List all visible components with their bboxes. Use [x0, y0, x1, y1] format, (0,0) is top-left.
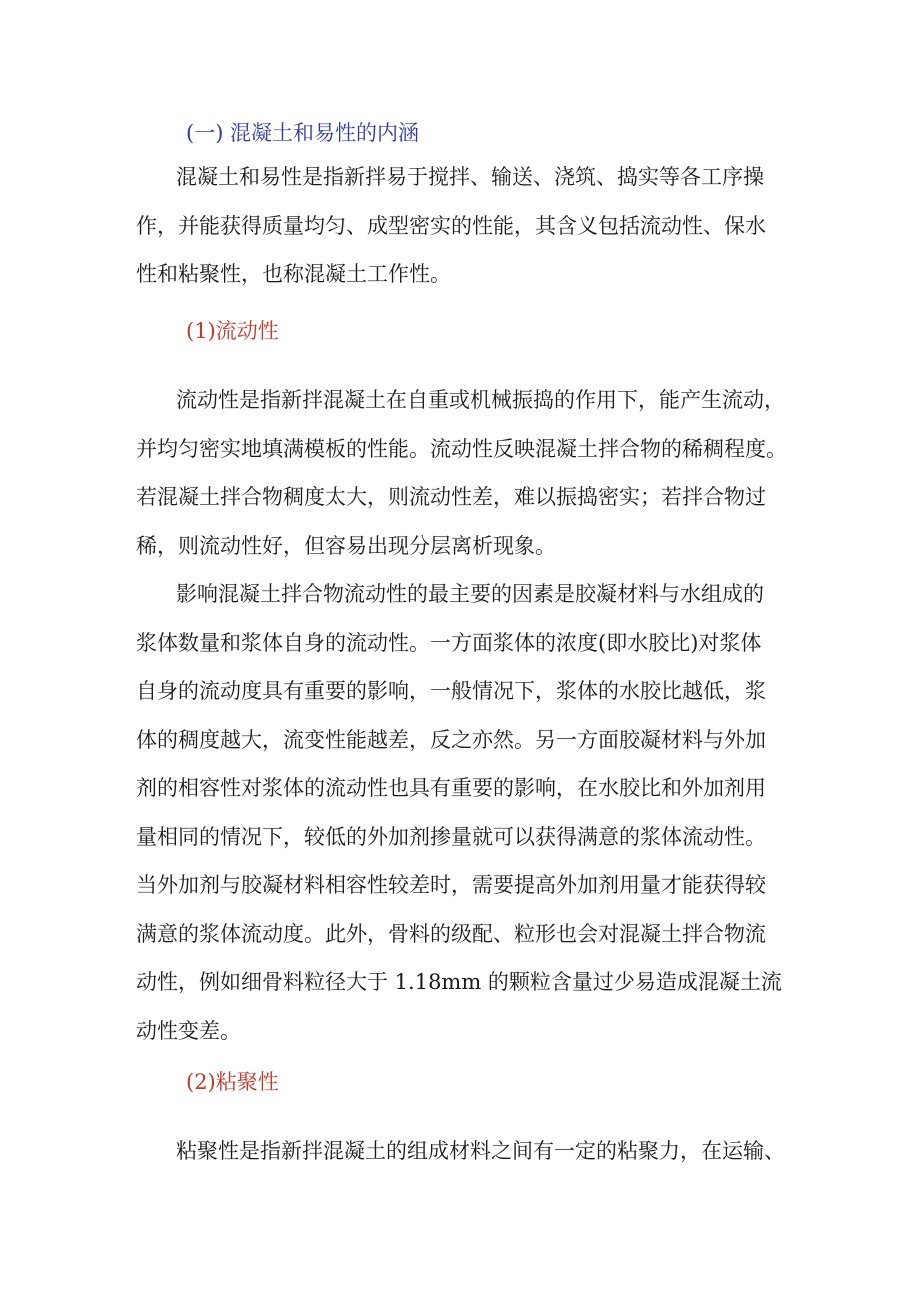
paragraph-line: 混凝土和易性是指新拌易于搅拌、输送、浇筑、捣实等各工序操: [176, 165, 764, 189]
paragraph-line: 并均匀密实地填满模板的性能。流动性反映混凝土拌合物的稀稠程度。: [136, 436, 787, 461]
section-heading: (一) 混凝土和易性的内涵: [186, 121, 420, 145]
paragraph-line: 体的稠度越大，流变性能越差，反之亦然。另一方面胶凝材料与外加: [136, 727, 766, 752]
paragraph-line: 作，并能获得质量均匀、成型密实的性能，其含义包括流动性、保水: [136, 213, 766, 238]
paragraph-line: 流动性是指新拌混凝土在自重或机械振捣的作用下，能产生流动，: [176, 388, 785, 412]
paragraph-line: 量相同的情况下，较低的外加剂掺量就可以获得满意的浆体流动性。: [136, 824, 766, 849]
paragraph-line: 动性，例如细骨料粒径大于 1.18mm 的颗粒含量过少易造成混凝土流: [136, 970, 782, 994]
paragraph-line: 当外加剂与胶凝材料相容性较差时，需要提高外加剂用量才能获得较: [136, 873, 766, 897]
paragraph-line: 满意的浆体流动度。此外，骨料的级配、粒形也会对混凝土拌合物流: [136, 921, 766, 946]
fluidity-paragraph-1: [136, 376, 796, 570]
subsection-heading-cohesion: (2)粘聚性: [186, 1070, 279, 1094]
intro-paragraph: [136, 153, 796, 299]
cohesion-paragraph: [136, 1127, 796, 1176]
paragraph-line: 浆体数量和浆体自身的流动性。一方面浆体的浓度(即水胶比)对浆体: [136, 630, 762, 655]
fluidity-paragraph-2: [136, 570, 796, 1055]
paragraph-line: 自身的流动度具有重要的影响，一般情况下，浆体的水胶比越低，浆: [136, 679, 766, 703]
paragraph-line: 影响混凝土拌合物流动性的最主要的因素是胶凝材料与水组成的: [176, 582, 764, 606]
subsection-heading-fluidity: (1)流动性: [186, 319, 279, 343]
paragraph-line: 稀，则流动性好，但容易出现分层离析现象。: [136, 533, 556, 558]
paragraph-line: 若混凝土拌合物稠度太大，则流动性差，难以振捣密实；若拌合物过: [136, 485, 766, 509]
paragraph-line: 剂的相容性对浆体的流动性也具有重要的影响，在水胶比和外加剂用: [136, 776, 766, 800]
paragraph-line: 动性变差。: [136, 1018, 241, 1043]
paragraph-line: 粘聚性是指新拌混凝土的组成材料之间有一定的粘聚力，在运输、: [176, 1139, 785, 1163]
paragraph-line: 性和粘聚性，也称混凝土工作性。: [136, 262, 451, 286]
